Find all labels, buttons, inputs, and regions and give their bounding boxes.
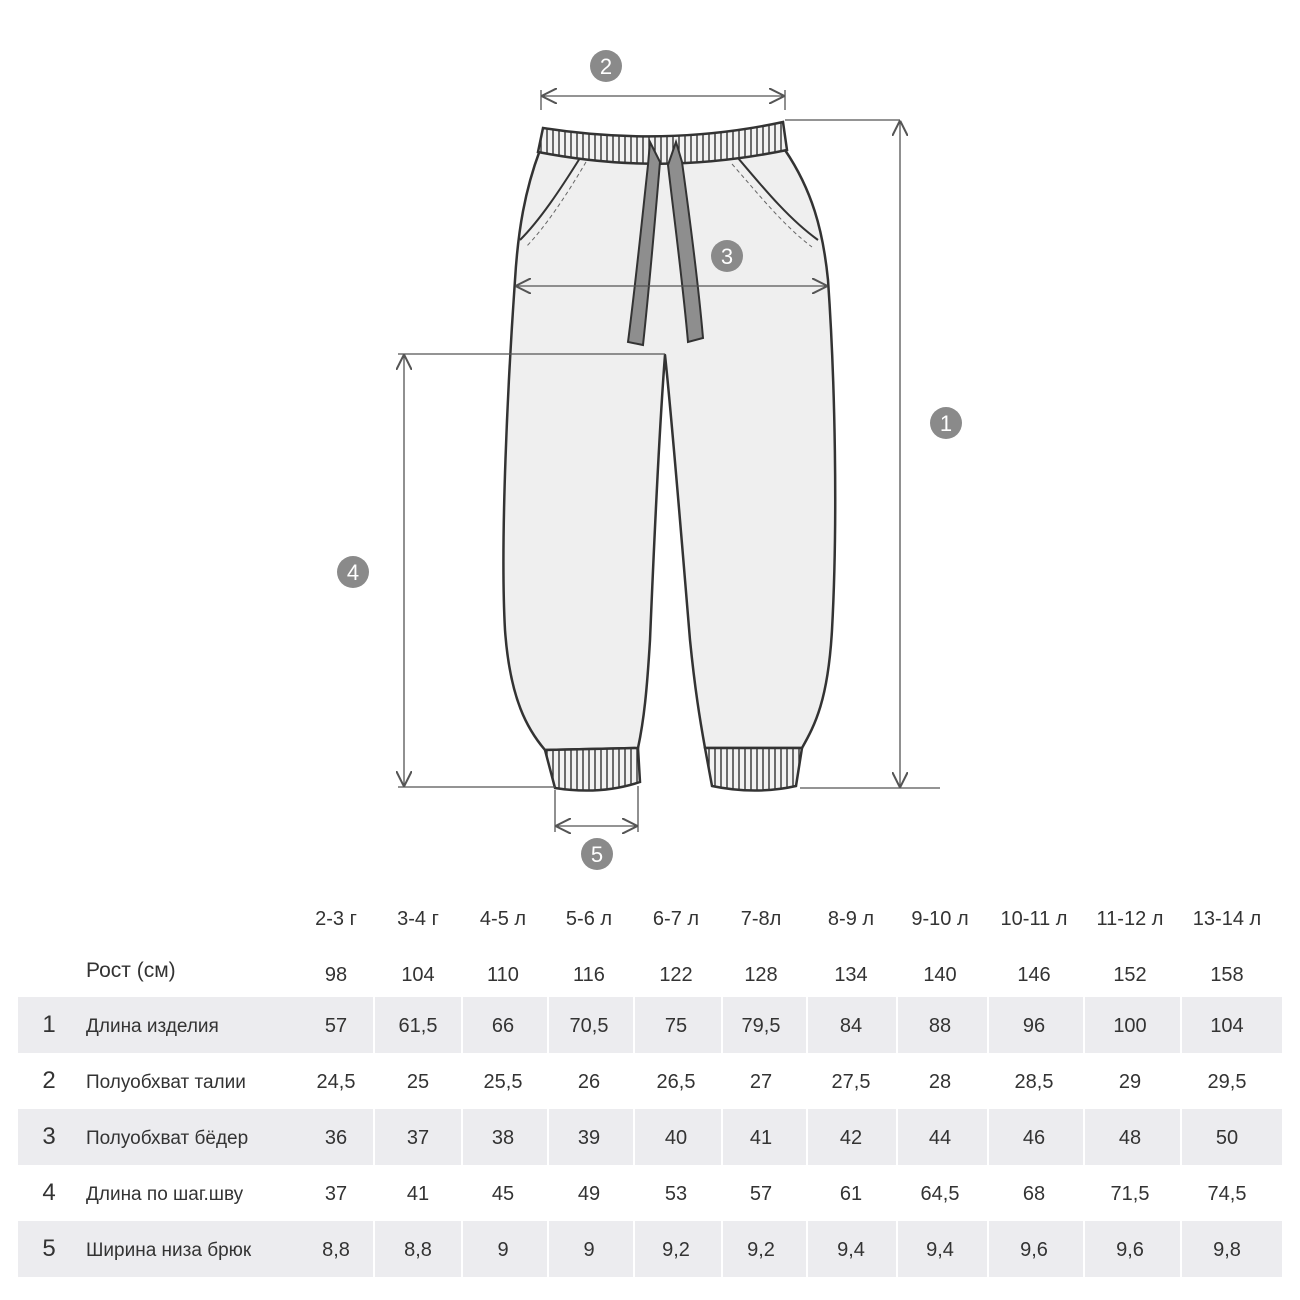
table-cell: 8,8 <box>404 1239 432 1261</box>
row-label: Длина изделия <box>86 1016 219 1037</box>
height-value: 134 <box>834 964 868 986</box>
table-cell: 37 <box>324 1183 348 1205</box>
table-cell: 49 <box>577 1183 601 1205</box>
table-cell: 25 <box>406 1071 430 1093</box>
table-cell: 9,4 <box>926 1239 954 1261</box>
table-cell: 68 <box>1022 1183 1046 1205</box>
size-header: 13-14 л <box>1192 908 1262 930</box>
row-number: 5 <box>42 1235 56 1262</box>
table-cell: 64,5 <box>920 1183 960 1205</box>
table-cell: 41 <box>749 1127 773 1149</box>
table-cell: 61 <box>839 1183 863 1205</box>
table-cell: 9,2 <box>747 1239 775 1261</box>
table-cell: 37 <box>406 1127 430 1149</box>
size-header: 8-9 л <box>827 908 875 930</box>
table-cell: 38 <box>491 1127 515 1149</box>
size-header: 9-10 л <box>911 908 969 930</box>
size-header: 7-8л <box>740 908 782 930</box>
row-number: 3 <box>42 1123 56 1150</box>
table-cell: 88 <box>928 1015 952 1037</box>
table-cell: 57 <box>324 1015 348 1037</box>
size-header: 2-3 г <box>315 908 357 930</box>
svg-text:5: 5 <box>590 842 604 867</box>
table-cell: 28,5 <box>1014 1071 1054 1093</box>
table-cell: 8,8 <box>322 1239 350 1261</box>
size-header: 3-4 г <box>397 908 439 930</box>
height-value: 116 <box>573 964 605 986</box>
row-number: 2 <box>42 1067 56 1094</box>
size-header: 11-12 л <box>1096 908 1164 930</box>
table-cell: 26 <box>577 1071 601 1093</box>
height-label: Рост (см) <box>86 959 176 982</box>
height-value: 122 <box>659 964 693 986</box>
svg-text:4: 4 <box>346 560 360 585</box>
table-cell: 84 <box>839 1015 863 1037</box>
row-label: Полуобхват талии <box>86 1072 246 1093</box>
table-cell: 26,5 <box>656 1071 696 1093</box>
svg-text:2: 2 <box>599 54 613 79</box>
height-value: 110 <box>487 964 519 986</box>
table-cell: 42 <box>839 1127 863 1149</box>
table-cell: 96 <box>1022 1015 1046 1037</box>
table-cell: 9,2 <box>662 1239 690 1261</box>
size-header: 5-6 л <box>565 908 613 930</box>
table-cell: 70,5 <box>569 1015 609 1037</box>
table-cell: 71,5 <box>1110 1183 1150 1205</box>
table-cell: 9,6 <box>1020 1239 1048 1261</box>
table-cell: 50 <box>1215 1127 1239 1149</box>
table-cell: 61,5 <box>398 1015 438 1037</box>
table-cell: 9,8 <box>1213 1239 1241 1261</box>
table-cell: 27,5 <box>831 1071 871 1093</box>
height-value: 158 <box>1210 964 1244 986</box>
size-header: 6-7 л <box>652 908 700 930</box>
table-cell: 48 <box>1118 1127 1142 1149</box>
table-cell: 9,6 <box>1116 1239 1144 1261</box>
table-cell: 79,5 <box>741 1015 781 1037</box>
table-cell: 28 <box>928 1071 952 1093</box>
table-cell: 9 <box>583 1239 595 1261</box>
row-label: Полуобхват бёдер <box>86 1128 249 1149</box>
table-cell: 36 <box>324 1127 348 1149</box>
table-cell: 41 <box>406 1183 430 1205</box>
row-label: Ширина низа брюк <box>86 1240 252 1261</box>
height-value: 146 <box>1017 964 1051 986</box>
table-cell: 29,5 <box>1207 1071 1247 1093</box>
table-cell: 53 <box>664 1183 688 1205</box>
table-cell: 24,5 <box>316 1071 356 1093</box>
height-value: 128 <box>744 964 778 986</box>
table-cell: 40 <box>664 1127 688 1149</box>
row-label: Длина по шаг.шву <box>86 1184 244 1205</box>
table-cell: 9 <box>497 1239 509 1261</box>
height-value: 104 <box>401 964 435 986</box>
table-cell: 75 <box>664 1015 688 1037</box>
row-number: 1 <box>42 1011 56 1038</box>
table-cell: 46 <box>1022 1127 1046 1149</box>
table-cell: 39 <box>577 1127 601 1149</box>
svg-text:1: 1 <box>939 411 953 436</box>
table-cell: 44 <box>928 1127 952 1149</box>
table-cell: 29 <box>1118 1071 1142 1093</box>
row-number: 4 <box>42 1179 56 1206</box>
svg-text:3: 3 <box>720 244 734 269</box>
height-value: 98 <box>324 964 348 986</box>
table-cell: 25,5 <box>483 1071 523 1093</box>
table-cell: 104 <box>1210 1015 1244 1037</box>
size-header: 10-11 л <box>1000 908 1068 930</box>
height-value: 152 <box>1113 964 1147 986</box>
table-cell: 27 <box>749 1071 773 1093</box>
table-cell: 9,4 <box>837 1239 865 1261</box>
height-value: 140 <box>923 964 957 986</box>
table-cell: 45 <box>491 1183 515 1205</box>
table-cell: 100 <box>1113 1015 1147 1037</box>
table-cell: 74,5 <box>1207 1183 1247 1205</box>
size-header: 4-5 л <box>479 908 527 930</box>
table-cell: 66 <box>491 1015 515 1037</box>
table-cell: 57 <box>749 1183 773 1205</box>
